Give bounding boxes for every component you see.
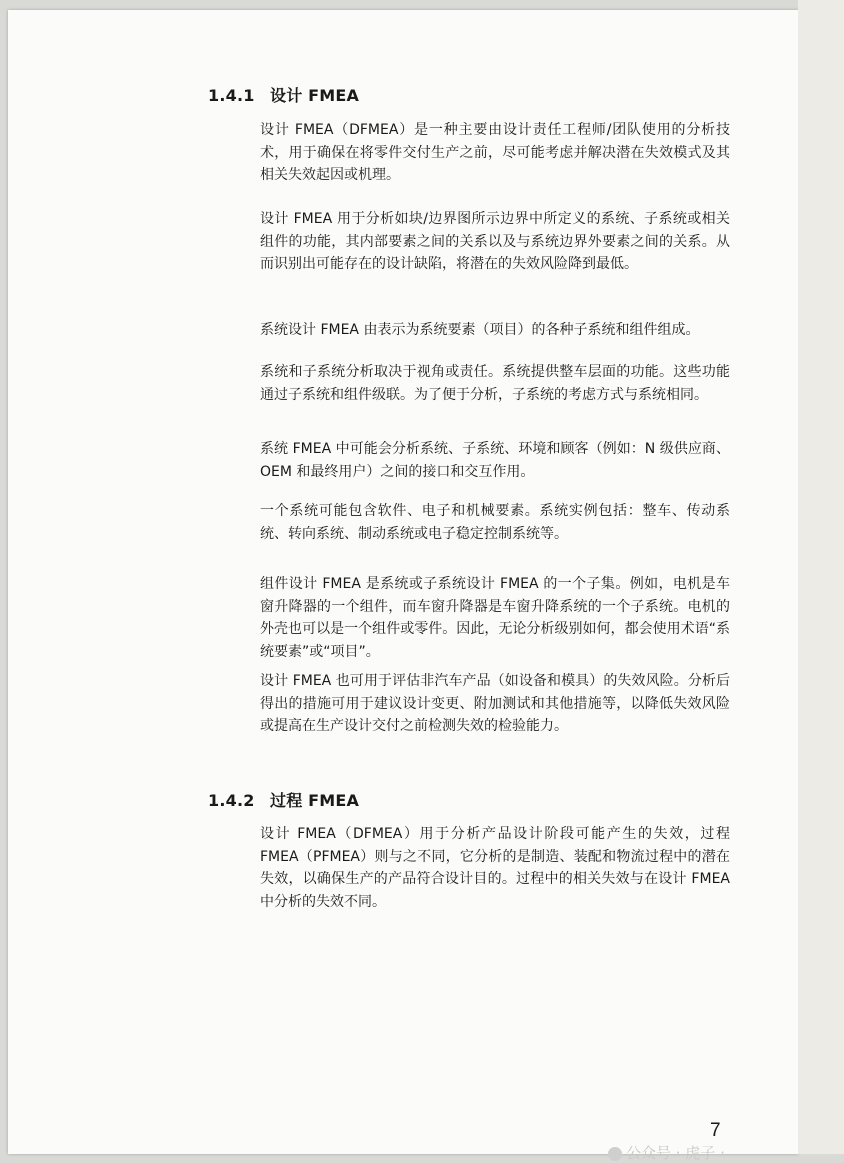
paragraph: 设计 FMEA（DFMEA）用于分析产品设计阶段可能产生的失效，过程 FMEA（PFMEA）则与之不同，它分析的是制造、装配和物流过程中的潜在失效，以确保生产的产品符合设计目的。过程中的相关失效与在设计 FMEA 中分析的失效不同。 bbox=[260, 826, 730, 910]
paragraph: 一个系统可能包含软件、电子和机械要素。系统实例包括：整车、传动系统、转向系统、制动系统或电子稳定控制系统等。 bbox=[260, 503, 730, 542]
paragraph: 设计 FMEA（DFMEA）是一种主要由设计责任工程师/团队使用的分析技术，用于确保在将零件交付生产之前，尽可能考虑并解决潜在失效模式及其相关失效起因或机理。 bbox=[260, 122, 730, 183]
paragraph: 系统和子系统分析取决于视角或责任。系统提供整车层面的功能。这些功能通过子系统和组件级联。为了便于分析，子系统的考虑方式与系统相同。 bbox=[260, 364, 730, 403]
paragraph: 组件设计 FMEA 是系统或子系统设计 FMEA 的一个子集。例如，电机是车窗升降器的一个组件，而车窗升降器是车窗升降系统的一个子系统。电机的外壳也可以是一个组件或零件。因此，无论分析级别如何，都会使用术语“系统要素”或“项目”。 bbox=[260, 576, 730, 660]
page-edge-shadow bbox=[798, 0, 844, 1154]
page-number: 7 bbox=[710, 1120, 721, 1141]
section-heading-1-4-1 bbox=[208, 83, 359, 106]
paragraph: 设计 FMEA 用于分析如块/边界图所示边界中所定义的系统、子系统或相关组件的功能，其内部要素之间的关系以及与系统边界外要素之间的关系。从而识别出可能存在的设计缺陷，将潜在的失效风险降到最低。 bbox=[260, 211, 730, 272]
paragraph: 系统设计 FMEA 由表示为系统要素（项目）的各种子系统和组件组成。 bbox=[260, 322, 700, 338]
paragraph: 系统 FMEA 中可能会分析系统、子系统、环境和顾客（例如：N 级供应商、OEM 和最终用户）之间的接口和交互作用。 bbox=[260, 441, 730, 480]
section-title: 设计 FMEA bbox=[270, 86, 360, 105]
watermark bbox=[608, 1142, 725, 1163]
section-title: 过程 FMEA bbox=[270, 791, 360, 810]
section-heading-1-4-2 bbox=[208, 788, 359, 811]
watermark-text: 公众号 · 虎子 · bbox=[626, 1144, 725, 1162]
paragraph: 设计 FMEA 也可用于评估非汽车产品（如设备和模具）的失效风险。分析后得出的措施可用于建议设计变更、附加测试和其他措施等，以降低失效风险或提高在生产设计交付之前检测失效的检验能力。 bbox=[260, 673, 730, 734]
section-number: 1.4.2 bbox=[208, 791, 255, 810]
section-number: 1.4.1 bbox=[208, 86, 255, 105]
